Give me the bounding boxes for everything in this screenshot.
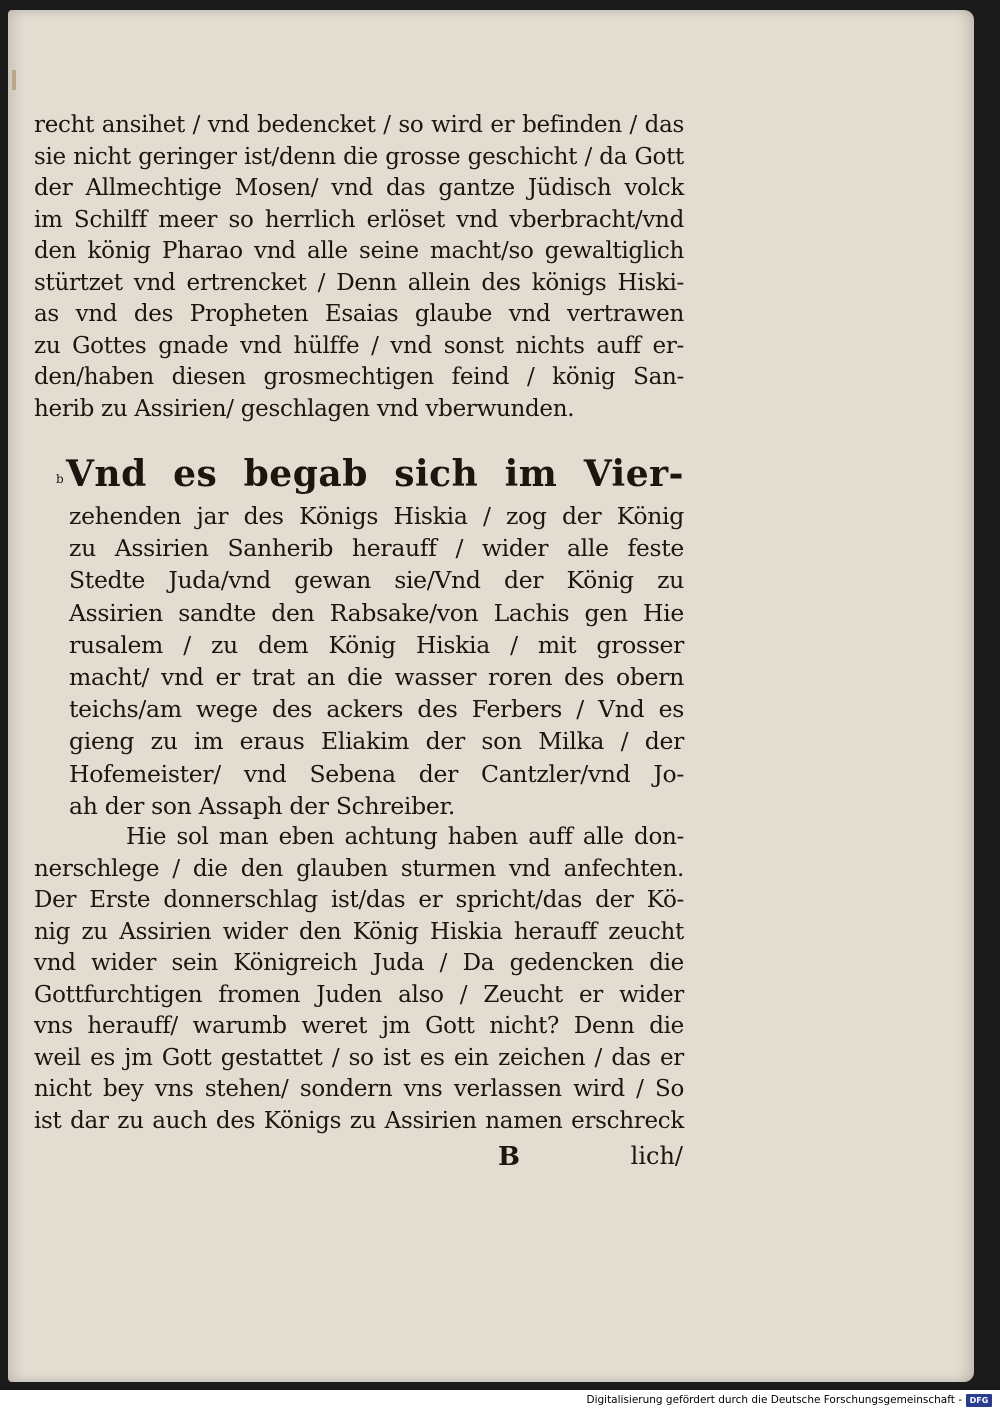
text-line: der Allmechtige Mosen/ vnd das gantze Jüdisch volck xyxy=(34,175,684,201)
text-line: rusalem / zu dem König Hiskia / mit grosser xyxy=(69,630,684,659)
text-line: macht/ vnd er trat an die wasser roren des obern xyxy=(69,663,684,692)
text-line: vns herauff/ warumb weret jm Gott nicht? Denn die xyxy=(34,1013,684,1039)
dfg-logo: DFG xyxy=(966,1394,992,1407)
signature-mark: B xyxy=(498,1142,520,1172)
paragraph-1 xyxy=(34,110,684,425)
text-line: zehenden jar des Königs Hiskia / zog der König xyxy=(69,502,684,530)
text-line: teichs/am wege des ackers des Ferbers / Vnd es xyxy=(69,695,684,724)
text-line: weil es jm Gott gestattet / so ist es ein zeichen / das er xyxy=(34,1044,684,1071)
text-line: Hie sol man eben achtung haben auff alle don- xyxy=(126,824,684,850)
paragraph-3 xyxy=(34,822,684,1137)
text-line: im Schilff meer so herrlich erlöset vnd vberbracht/vnd xyxy=(34,206,684,233)
section-marker: b xyxy=(56,472,64,486)
text-line: Gottfurchtigen fromen Juden also / Zeucht er wider xyxy=(34,981,684,1008)
text-line: vnd wider sein Königreich Juda / Da gedencken die xyxy=(34,950,684,976)
text-line: den/haben diesen grosmechtigen feind / könig San- xyxy=(34,364,684,390)
footer-bar xyxy=(0,1390,1000,1413)
text-line: Hofemeister/ vnd Sebena der Cantzler/vnd Jo- xyxy=(69,759,684,788)
text-line: as vnd des Propheten Esaias glaube vnd vertrawen xyxy=(34,301,684,327)
book-page xyxy=(8,10,974,1382)
page-edge-mark xyxy=(12,70,16,90)
text-line: den könig Pharao vnd alle seine macht/so gewaltiglich xyxy=(34,238,684,264)
text-line: Stedte Juda/vnd gewan sie/Vnd der König zu xyxy=(69,566,684,595)
text-line: stürtzet vnd ertrencket / Denn allein des königs Hiski- xyxy=(34,269,684,296)
paragraph-2-scripture xyxy=(34,448,684,822)
text-line: nig zu Assirien wider den König Hiskia herauff zeucht xyxy=(34,918,684,945)
funding-notice: Digitalisierung gefördert durch die Deutsche Forschungsgemeinschaft - xyxy=(586,1394,962,1406)
text-line: nicht bey vns stehen/ sondern vns verlassen wird / So xyxy=(34,1076,684,1102)
text-line: zu Gottes gnade vnd hülffe / vnd sonst nichts auff er- xyxy=(34,332,684,359)
text-line: recht ansihet / vnd bedencket / so wird er befinden / das xyxy=(34,112,684,138)
text-line: Der Erste donnerschlag ist/das er spricht/das der Kö- xyxy=(34,887,684,913)
text-line: Assirien sandte den Rabsake/von Lachis gen Hie xyxy=(69,598,684,627)
text-line: zu Assirien Sanherib herauff / wider alle feste xyxy=(69,534,684,563)
catchword: lich/ xyxy=(630,1142,683,1170)
text-line: ah der son Assaph der Schreiber. xyxy=(69,791,456,820)
scripture-heading-line: Vnd es begab sich im Vier- xyxy=(66,453,684,495)
text-line: sie nicht geringer ist/denn die grosse geschicht / da Gott xyxy=(34,143,684,170)
text-line: gieng zu im eraus Eliakim der son Milka / der xyxy=(69,727,684,756)
text-line: nerschlege / die den glauben sturmen vnd anfechten. xyxy=(34,855,684,882)
text-line: ist dar zu auch des Königs zu Assirien namen erschreck xyxy=(34,1107,684,1134)
text-line: herib zu Assirien/ geschlagen vnd vberwunden. xyxy=(34,395,575,422)
